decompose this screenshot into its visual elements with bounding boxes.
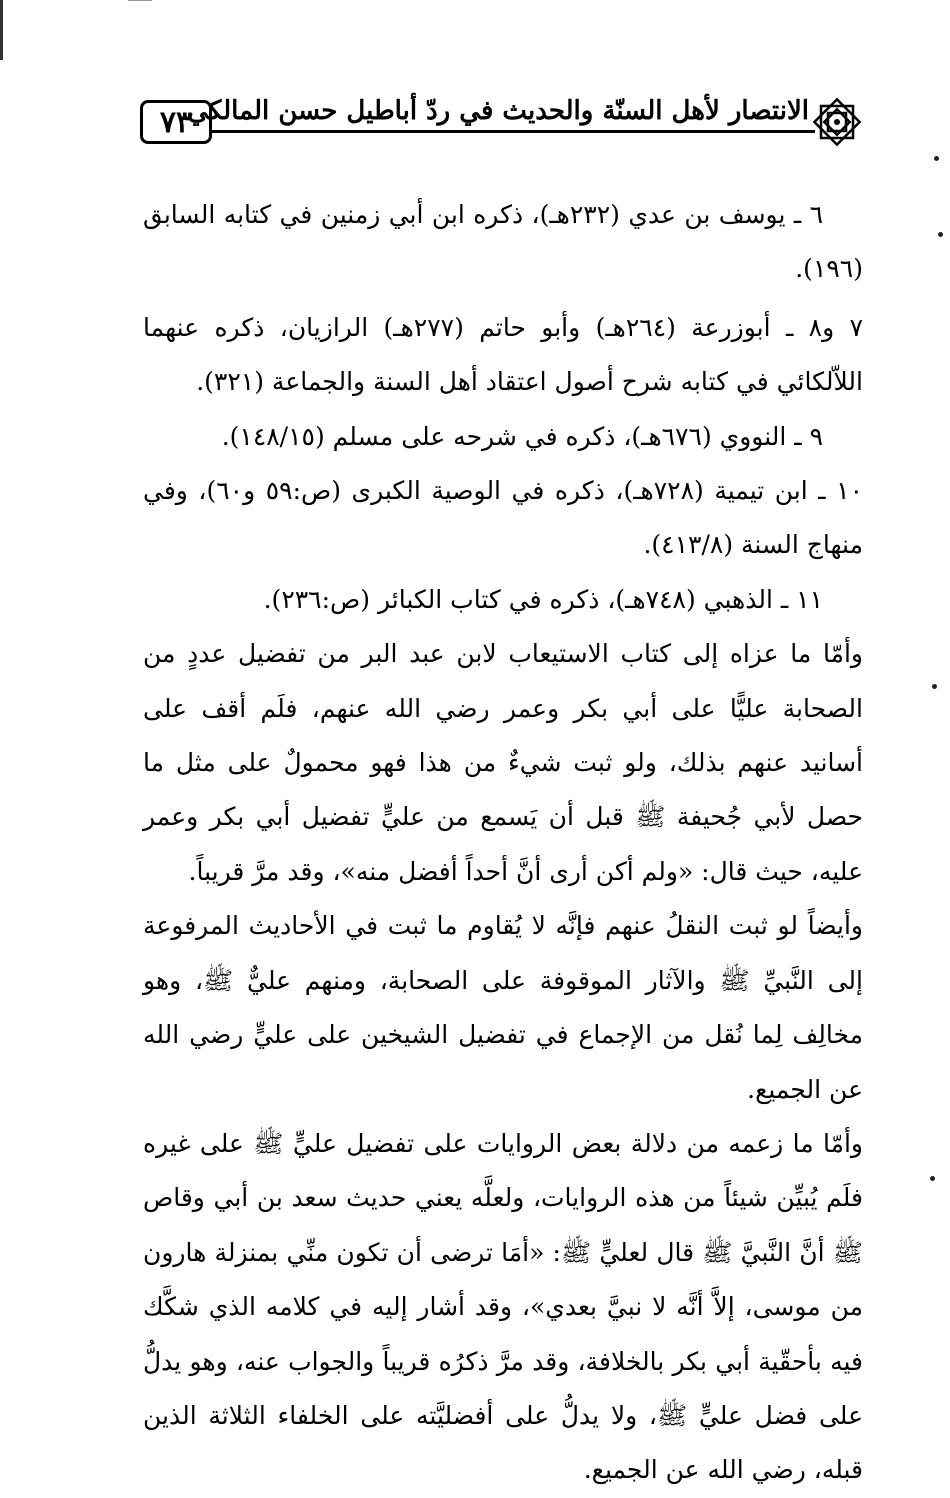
margin-dot	[932, 684, 937, 689]
margin-dot	[934, 156, 939, 161]
margin-dot	[930, 1176, 935, 1181]
paragraph: وأمّا ما زعمه من دلالة بعض الروايات على تفضيل عليٍّ ﷺ على غيره فلَم يُبيِّن شيئاً من هذه الروايات، ولعلَّه يعني حديث سعد بن أبي وقاص ﷺ أنَّ النَّبيَّ ﷺ قال لعليٍّ ﷺ: «أمَا ترضى أن تكون منِّي بمنزلة هارون من موسى، إلاَّ أنَّه لا نبيَّ بعدي»، وقد أشار إليه في كلامه الذي شكَّك فيه بأحقّية أبي بكر بالخلافة، وقد مرَّ ذكرُه قريباً والجواب عنه، وهو يدلُّ على فضل عليٍّ ﷺ، ولا يدلُّ على أفضليَّته على الخلفاء الثلاثة الذين قبله، رضي الله عن الجميع.	[143, 1128, 863, 1485]
page-header	[140, 86, 865, 160]
list-item: ٩ ـ النووي (٦٧٦هـ)، ذكره في شرحه على مسلم (١٤٨/١٥).	[221, 421, 823, 451]
margin-dot	[938, 232, 943, 237]
running-title: الانتصار لأهل السنّة والحديث في ردّ أباطيل حسن المالكي	[187, 96, 809, 126]
list-item: ٦ ـ يوسف بن عدي (٢٣٢هـ)، ذكره ابن أبي زمنين في كتابه السابق (١٩٦).	[143, 200, 863, 284]
header-rule	[212, 130, 815, 133]
list-item: ١١ ـ الذهبي (٧٤٨هـ)، ذكره في كتاب الكبائر (ص:٢٣٦).	[263, 584, 823, 614]
scan-mark	[128, 0, 152, 1]
scan-edge	[0, 0, 3, 60]
list-item: ١٠ ـ ابن تيمية (٧٢٨هـ)، ذكره في الوصية الكبرى (ص:٥٩ و٦٠)، وفي منهاج السنة (٤١٣/٨).	[143, 476, 863, 560]
body-text	[143, 188, 863, 1498]
paragraph: وأيضاً لو ثبت النقلُ عنهم فإنَّه لا يُقاوم ما ثبت في الأحاديث المرفوعة إلى النَّبيِّ ﷺ والآثار الموقوفة على الصحابة، ومنهم عليٌّ ﷺ، وهو مخالِف لِما نُقل من الإجماع في تفضيل الشيخين على عليٍّ رضي الله عن الجميع.	[143, 911, 863, 1104]
list-item: ٧ و٨ ـ أبوزرعة (٢٦٤هـ) وأبو حاتم (٢٧٧هـ) الرازيان، ذكره عنهما اللاّلكائي في كتابه شرح أصول اعتقاد أهل السنة والجماعة (٣٢١).	[143, 312, 864, 397]
page-number: ٧٣	[140, 100, 212, 144]
paragraph: وأمّا ما عزاه إلى كتاب الاستيعاب لابن عبد البر من تفضيل عددٍ من الصحابة عليًّا على أبي بكر وعمر رضي الله عنهم، فلَم أقف على أسانيد عنهم بذلك، ولو ثبت شيءٌ من هذا فهو محمولٌ على مثل ما حصل لأبي جُحيفة ﷺ قبل أن يَسمع من عليٍّ تفضيل أبي بكر وعمر عليه، حيث قال: «ولم أكن أرى أنَّ أحداً أفضل منه»، وقد مرَّ قريباً.	[143, 639, 863, 886]
octagram-ornament-icon	[809, 94, 865, 150]
